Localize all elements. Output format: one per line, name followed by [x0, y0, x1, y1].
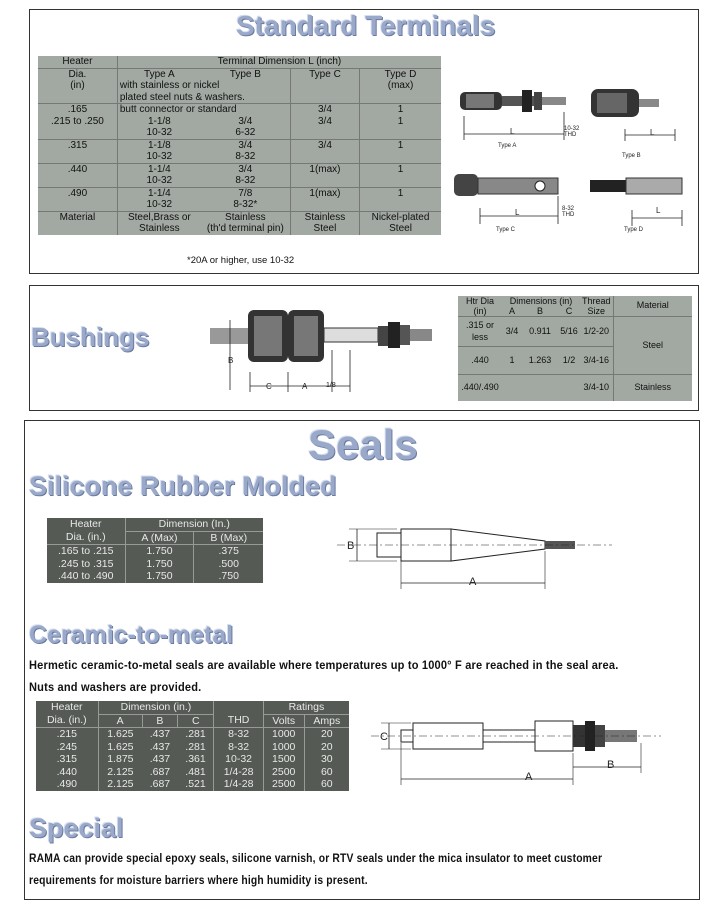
cell: 3/4-16 — [580, 347, 613, 375]
table-row — [38, 127, 441, 139]
cell: 1/4-28 — [214, 766, 263, 779]
cell: Steel,Brass or Stainless — [117, 211, 200, 235]
cell: .440/.490 — [461, 382, 499, 392]
silicone-table — [47, 518, 263, 583]
ceramic-c-label: C — [380, 731, 388, 743]
cell — [558, 375, 580, 401]
table-row — [38, 104, 441, 116]
cell: .437 — [149, 740, 171, 753]
header-cell: A — [502, 306, 522, 317]
cell: 1.750 — [125, 545, 194, 558]
cell: Stainless — [613, 375, 692, 401]
cell: 0.911 — [522, 317, 558, 347]
cell: 10-32 — [214, 753, 263, 766]
cell — [38, 199, 117, 211]
cell: 1-1/8 — [147, 115, 171, 127]
cell — [360, 151, 441, 163]
cell — [290, 175, 359, 187]
cell: Steel — [613, 317, 692, 375]
cell — [360, 127, 441, 139]
header-cell: Type B — [201, 68, 291, 80]
cell: 1.750 — [125, 558, 194, 571]
header-cell: Heater — [36, 701, 98, 714]
type-a-caption: Type A — [498, 143, 517, 149]
cell: 10-32 — [117, 199, 200, 211]
cell: 1 — [397, 187, 404, 199]
table-row — [38, 92, 441, 104]
cell: .437 — [149, 728, 171, 740]
cell: 1 — [397, 139, 404, 151]
cell: 20 — [320, 728, 333, 740]
bushings-panel — [29, 285, 699, 411]
cell: 3/4 — [201, 163, 291, 175]
cell: 3/4 — [290, 104, 359, 116]
table-row — [458, 317, 692, 347]
cell: 1 — [397, 104, 404, 115]
cell — [522, 375, 558, 401]
table-row — [47, 558, 263, 571]
cell: 8-32 — [201, 151, 291, 163]
table-row — [47, 518, 263, 531]
header-cell — [290, 92, 359, 104]
header-cell: Material — [613, 296, 692, 317]
header-cell: Volts — [263, 714, 304, 728]
bushings-title: Bushings — [31, 322, 150, 352]
table-row — [458, 375, 692, 401]
cell: 8-32 — [201, 175, 291, 187]
bushing-b-label: B — [228, 356, 234, 365]
header-cell: Dia. — [38, 68, 117, 80]
cell: 2500 — [263, 778, 304, 791]
silicone-a-label: A — [469, 576, 477, 588]
cell — [38, 175, 117, 187]
type-a-terminal-drawing — [454, 82, 584, 157]
header-cell: Type D — [384, 68, 417, 80]
header-cell: Terminal Dimension L (inch) — [117, 56, 441, 68]
header-cell: A (Max) — [125, 531, 194, 545]
table-row — [36, 714, 349, 728]
cell: 1/2 — [558, 347, 580, 375]
cell: 8-32 — [214, 741, 263, 754]
header-cell: A — [98, 714, 142, 728]
ceramic-b-label: B — [607, 759, 615, 771]
cell: 1(max) — [290, 163, 359, 175]
cell: 1.625 — [107, 728, 134, 740]
cell: 1-1/4 — [147, 163, 171, 175]
cell: .500 — [218, 557, 239, 570]
cell: Stainless Steel — [290, 211, 359, 235]
cell: .375 — [218, 545, 239, 557]
cell: 5/16 — [558, 317, 580, 347]
special-title: Special — [29, 813, 124, 843]
header-cell: Type A — [144, 68, 175, 80]
type-d-caption: Type D — [624, 227, 644, 233]
cell: .315 — [36, 753, 98, 766]
header-cell: plated steel nuts & washers. — [117, 92, 290, 104]
table-row — [38, 187, 441, 199]
bushing-a-label: A — [302, 382, 308, 391]
table-row — [38, 151, 441, 163]
cell: Stainless (th'd terminal pin) — [201, 211, 291, 235]
ceramic-a-label: A — [525, 771, 533, 783]
type-c-thd-size: 8-32 — [562, 206, 575, 212]
header-cell: B — [142, 714, 178, 728]
bushing-frac-label: 1/8 — [326, 382, 336, 389]
cell: 10-32 — [117, 175, 200, 187]
type-c-thd-label: THD — [562, 212, 575, 218]
cell: .245 to .315 — [47, 558, 125, 571]
table-row — [36, 766, 349, 779]
cell: 30 — [320, 753, 333, 765]
cell: 6-32 — [201, 127, 291, 139]
cell — [502, 375, 522, 401]
table-row — [36, 741, 349, 754]
cell — [360, 175, 441, 187]
cell: .440 to .490 — [47, 570, 125, 583]
table-row — [36, 701, 349, 714]
cell: 1000 — [263, 741, 304, 754]
type-a-thd-label: THD — [564, 132, 577, 138]
cell: .215 to .250 — [38, 116, 117, 128]
header-cell: Dimensions (in) — [509, 296, 573, 306]
header-cell: THD — [214, 714, 263, 728]
cell: .245 — [36, 741, 98, 754]
table-row — [38, 199, 441, 211]
standard-terminals-panel — [29, 9, 699, 274]
cell: 1.875 — [107, 753, 134, 765]
cell: 1.750 — [125, 570, 194, 583]
cell: 1(max) — [290, 187, 359, 199]
cell: 2500 — [263, 766, 304, 779]
special-text-1: RAMA can provide special epoxy seals, silicone varnish, or RTV seals under the mica insulator to meet customer — [29, 851, 603, 865]
header-cell: Type C — [290, 68, 359, 80]
cell: 1500 — [263, 753, 304, 766]
cell: 8-32* — [201, 199, 291, 211]
ceramic-text-1: Hermetic ceramic-to-metal seals are available where temperatures up to 1000° F are reached in the seal area. — [29, 658, 619, 672]
header-cell: Heater — [47, 518, 125, 531]
type-b-l-label: L — [650, 128, 655, 137]
bushings-table — [458, 296, 692, 401]
table-row — [38, 80, 441, 92]
cell: butt connector or standard — [117, 104, 290, 116]
cell: 3/4 — [201, 116, 291, 128]
cell: .165 — [38, 104, 117, 116]
silicone-title: Silicone Rubber Molded — [29, 471, 337, 501]
cell — [38, 151, 117, 163]
ceramic-seal-drawing — [371, 713, 671, 793]
type-a-thd-size: 10-32 — [564, 126, 580, 132]
cell — [290, 199, 359, 211]
cell: .440 — [458, 347, 502, 375]
standard-terminals-title: Standard Terminals — [236, 10, 496, 41]
header-cell — [290, 80, 359, 92]
cell: .281 — [178, 728, 214, 741]
silicone-b-label: B — [347, 540, 355, 552]
table-row — [38, 116, 441, 128]
cell: 1/4-28 — [214, 778, 263, 791]
cell: .315 or less — [458, 317, 502, 347]
cell: 1-1/4 — [147, 187, 171, 199]
cell: .490 — [38, 187, 117, 199]
header-cell: Htr Dia (in) — [458, 296, 502, 317]
cell: .215 — [36, 728, 98, 741]
cell: .490 — [36, 778, 98, 791]
cell: 1.263 — [522, 347, 558, 375]
header-cell: (in) — [38, 80, 117, 92]
header-cell: Amps — [304, 714, 349, 728]
table-row — [38, 211, 441, 235]
cell: 60 — [320, 778, 333, 790]
header-cell: B (Max) — [194, 531, 263, 545]
silicone-seal-drawing — [337, 521, 617, 596]
cell: Material — [38, 211, 117, 235]
type-b-caption: Type B — [622, 153, 641, 159]
header-cell: Dia. (in.) — [36, 714, 98, 728]
cell: 3/4 — [201, 139, 291, 151]
table-row — [38, 56, 441, 68]
table-row — [36, 778, 349, 791]
cell: 3/4 — [290, 139, 359, 151]
cell: 60 — [320, 765, 333, 778]
cell: 8-32 — [214, 728, 263, 741]
type-c-l-label: L — [515, 208, 520, 217]
cell: .437 — [149, 753, 171, 765]
seals-panel — [24, 420, 700, 900]
cell: 1.625 — [107, 740, 134, 753]
cell: .165 to .215 — [47, 545, 125, 558]
type-d-terminal-drawing — [586, 172, 696, 232]
table-row — [458, 296, 692, 306]
ceramic-text-2: Nuts and washers are provided. — [29, 680, 202, 694]
header-cell: Thread Size — [580, 296, 613, 317]
header-cell — [214, 701, 263, 714]
cell: .315 — [38, 139, 117, 151]
header-cell: with stainless or nickel — [117, 80, 290, 92]
cell: .687 — [149, 765, 171, 778]
cell — [38, 127, 117, 139]
special-text-2: requirements for moisture barriers where high humidity is present. — [29, 873, 368, 887]
cell: 1/2-20 — [580, 317, 613, 347]
cell: 1 — [397, 163, 404, 175]
header-cell: (max) — [387, 80, 414, 91]
cell: .750 — [218, 570, 239, 582]
header-cell — [360, 92, 441, 104]
terminal-footnote: *20A or higher, use 10-32 — [187, 255, 295, 266]
cell: 1000 — [263, 728, 304, 741]
type-b-terminal-drawing — [583, 85, 693, 155]
cell: Nickel-plated Steel — [360, 211, 441, 235]
cell: 10-32 — [117, 151, 200, 163]
table-row — [36, 753, 349, 766]
table-row — [47, 570, 263, 583]
cell: 3/4 — [502, 317, 522, 347]
table-row — [38, 139, 441, 151]
header-cell: Ratings — [263, 701, 349, 714]
type-c-caption: Type C — [496, 227, 516, 233]
cell: .687 — [149, 778, 171, 790]
type-a-l-label: L — [510, 127, 515, 136]
header-cell: C — [558, 306, 580, 317]
bushing-c-label: C — [266, 382, 272, 391]
cell: 7/8 — [201, 187, 291, 199]
terminal-dimension-table — [38, 56, 441, 235]
seals-title: Seals — [308, 421, 418, 468]
cell: 2.125 — [107, 778, 134, 790]
ceramic-table — [36, 701, 349, 791]
cell: 1-1/8 — [147, 139, 171, 151]
header-cell: Dimension (In.) — [125, 518, 263, 531]
cell: .481 — [178, 766, 214, 779]
cell — [290, 127, 359, 139]
table-row — [38, 175, 441, 187]
table-row — [38, 68, 441, 80]
cell: 2.125 — [107, 765, 134, 778]
cell — [360, 199, 441, 211]
header-cell: Dia. (in.) — [47, 531, 125, 545]
ceramic-title: Ceramic-to-metal — [29, 621, 234, 649]
table-row — [36, 728, 349, 741]
cell: 3/4 — [290, 116, 359, 128]
cell: 3/4-10 — [583, 382, 610, 392]
cell: 10-32 — [117, 127, 200, 139]
cell: .281 — [178, 741, 214, 754]
cell: .361 — [178, 753, 214, 766]
cell: .440 — [38, 163, 117, 175]
cell: .521 — [178, 778, 214, 791]
table-row — [38, 163, 441, 175]
table-row — [47, 545, 263, 558]
cell: 1 — [502, 347, 522, 375]
header-cell — [38, 92, 117, 104]
header-cell: Heater — [38, 56, 117, 68]
type-d-l-label: L — [656, 206, 661, 215]
header-cell: B — [522, 306, 558, 317]
cell: 1 — [397, 115, 404, 127]
table-row — [47, 531, 263, 545]
header-cell: C — [178, 714, 214, 728]
header-cell: Dimension (in.) — [98, 701, 214, 714]
cell: 20 — [320, 740, 333, 753]
cell — [290, 151, 359, 163]
cell: .440 — [36, 766, 98, 779]
